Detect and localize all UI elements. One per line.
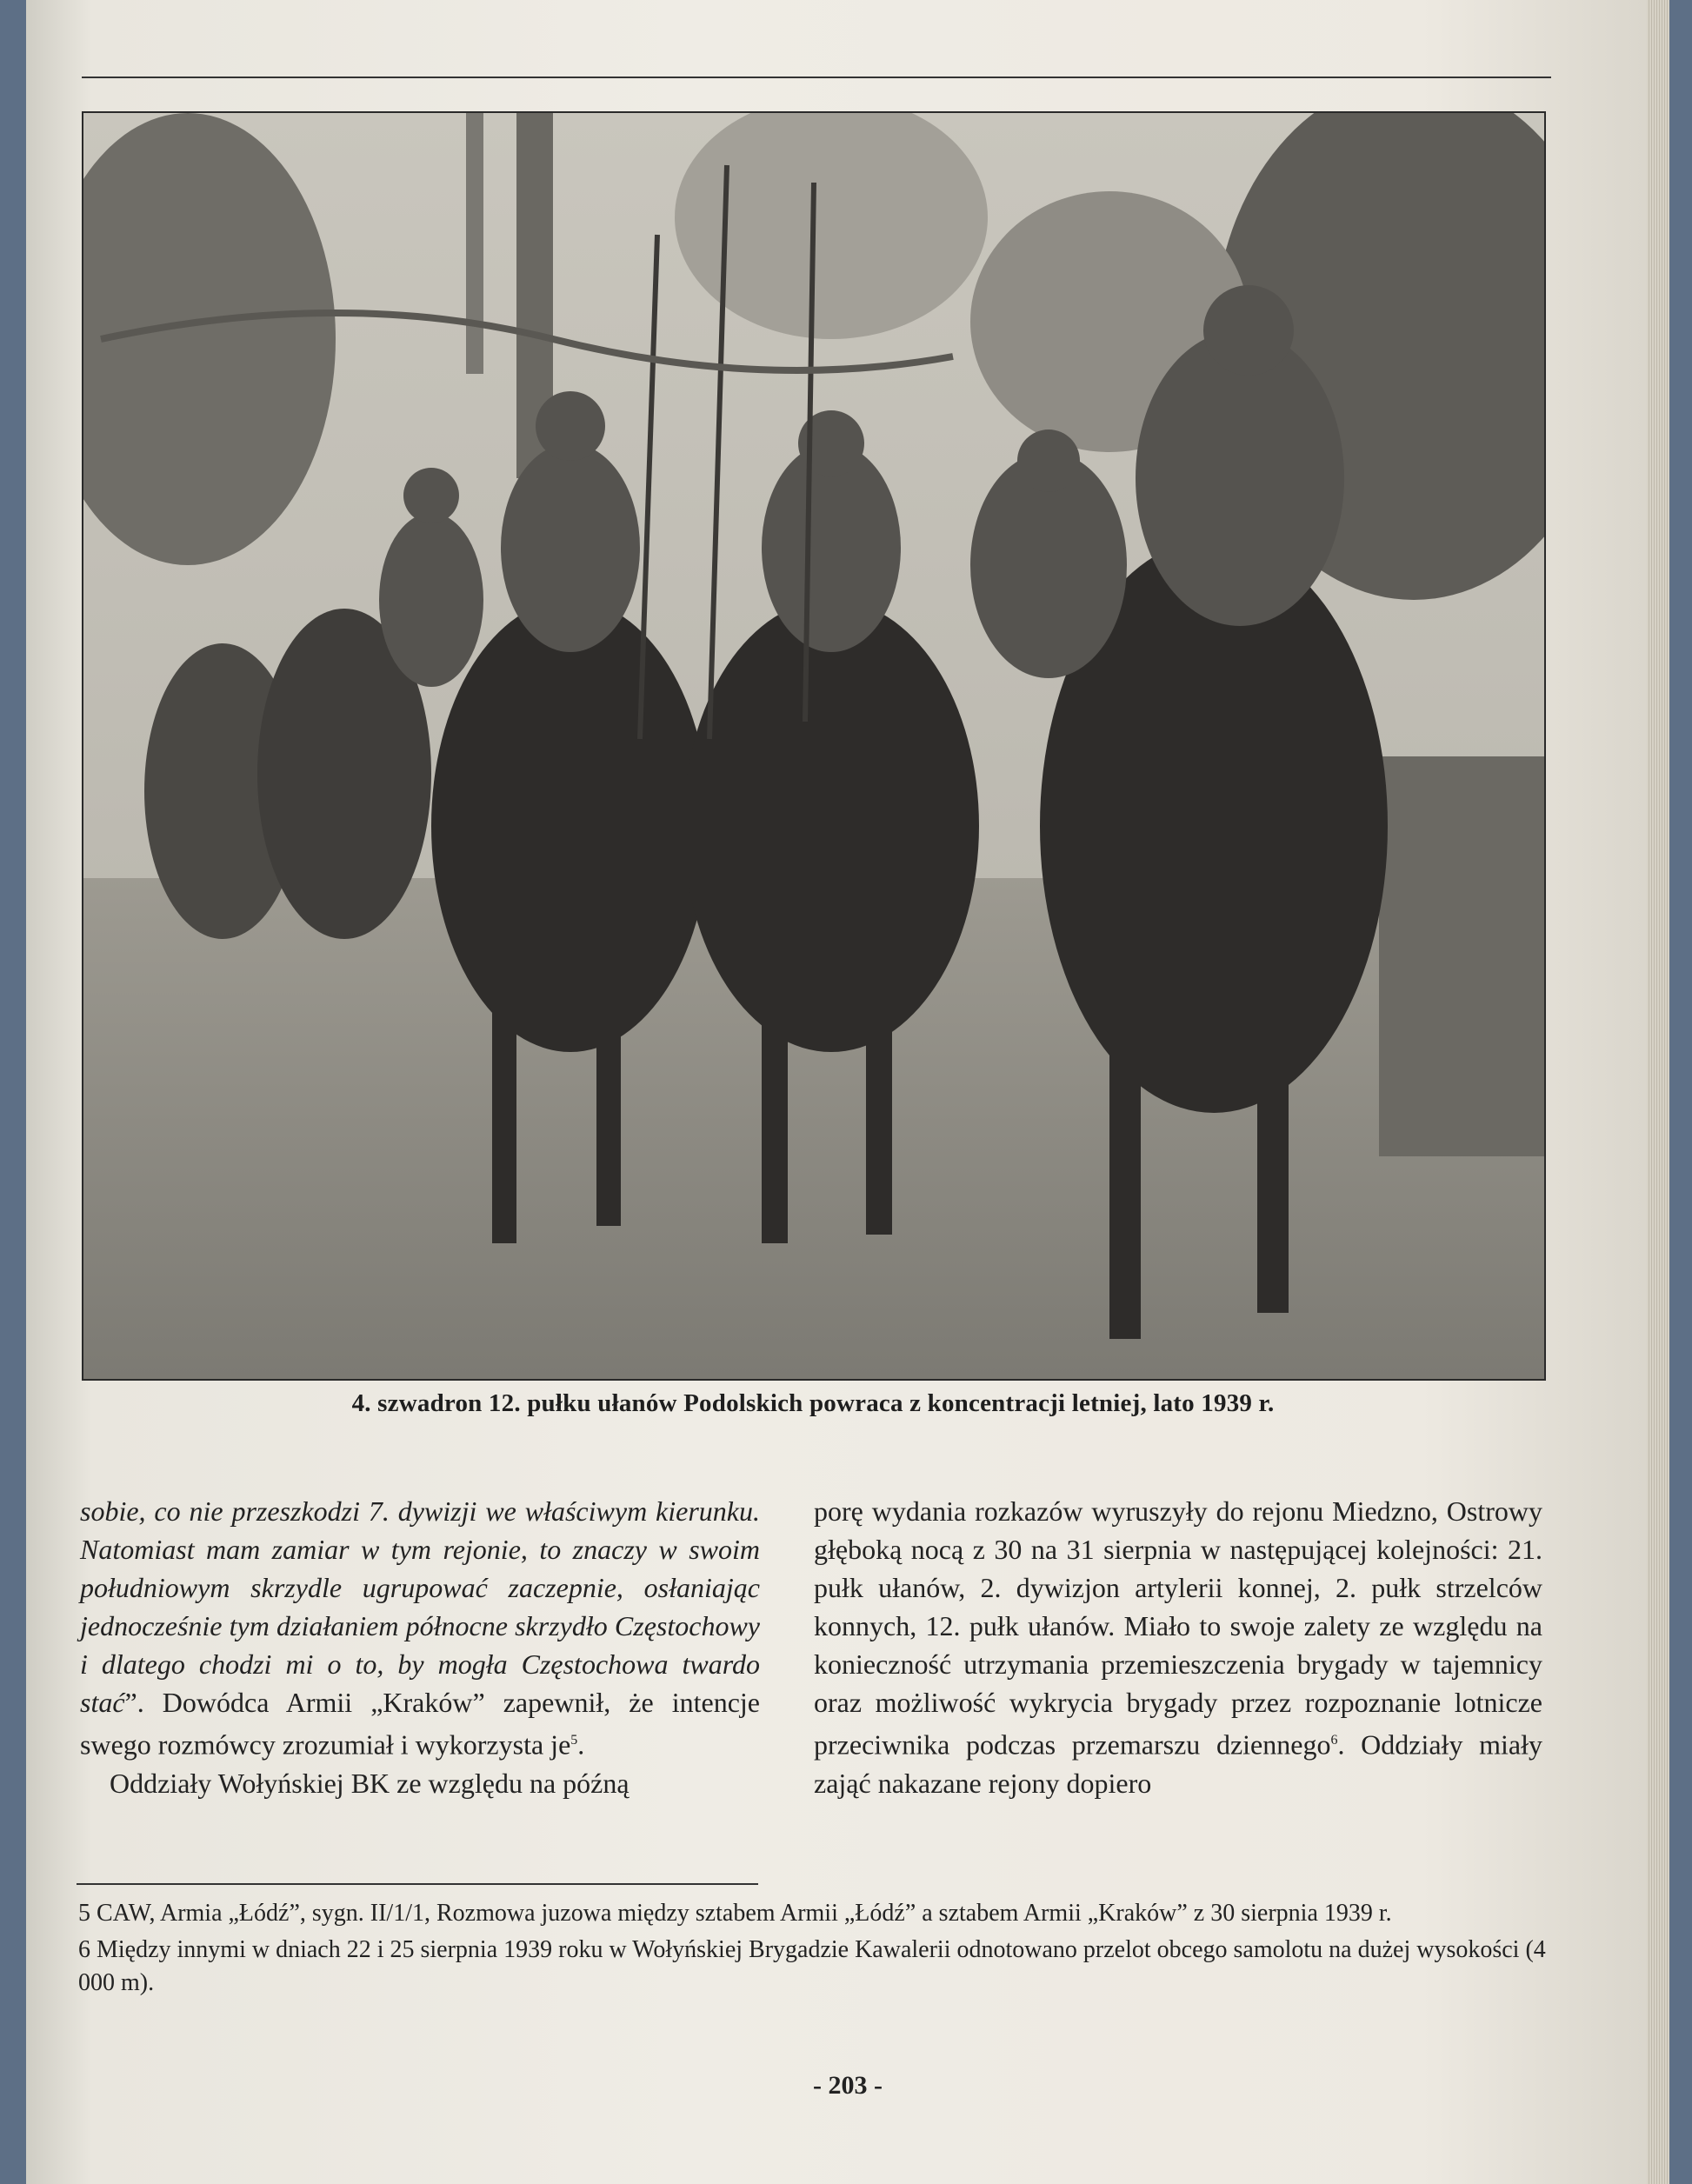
text-column-left xyxy=(80,1492,760,1802)
cavalry-photograph xyxy=(82,111,1546,1381)
italic-quote: sobie, co nie przeszkodzi 7. dywizji we właściwym kierunku. Natomiast mam zamiar w tym rejonie, to znaczy w swoim południowym skrzydle ugrupować zaczepnie, osłaniając jednocześnie tym działaniem północne skrzydło Częstochowy i dlatego chodzi mi o to, by mogła Częstochowa twardo stać xyxy=(80,1495,760,1718)
footnotes xyxy=(78,1897,1548,2003)
text-span: . Oddziały miały zająć nakazane rejony dopiero xyxy=(814,1728,1542,1799)
paragraph: Oddziały Wołyńskiej BK ze względu na późną xyxy=(110,1767,630,1799)
footnote-ref[interactable]: 5 xyxy=(570,1733,578,1748)
footnote-ref[interactable]: 6 xyxy=(1330,1733,1338,1748)
footnote-6: 6 Między innymi w dniach 22 i 25 sierpnia 1939 roku w Wołyńskiej Brygadzie Kawalerii odnotowano przelot obcego samolotu na dużej wysokości (4 000 m). xyxy=(78,1936,1546,1996)
text-column-right xyxy=(814,1492,1542,1802)
photo-image xyxy=(83,113,1544,1379)
paragraph xyxy=(80,1492,760,1764)
photo-caption: 4. szwadron 12. pułku ułanów Podolskich powraca z koncentracji letniej, lato 1939 r. xyxy=(351,1389,1275,1417)
book-page xyxy=(26,0,1669,2184)
paragraph xyxy=(814,1492,1542,1802)
footnote-rule xyxy=(77,1883,758,1885)
header-rule xyxy=(82,77,1551,78)
page-edge xyxy=(1647,0,1669,2184)
text-span: porę wydania rozkazów wyruszyły do rejonu Miedzno, Ostrowy głęboką nocą z 30 na 31 sierpnia w następującej kolejności: 21. pułk ułanów, 2. dywizjon artylerii konnej, 2. pułk strzelców konnych, 12. pułk ułanów. Miało to swoje zalety ze względu na konieczność utrzymania przemieszczenia brygady w tajemnicy oraz możliwość wykrycia brygady przez rozpoznanie lotnicze przeciwnika podczas przemarszu dziennego xyxy=(814,1495,1542,1761)
footnote-5: 5 CAW, Armia „Łódź”, sygn. II/1/1, Rozmowa juzowa między sztabem Armii „Łódź” a sztabem Armii „Kraków” z 30 sierpnia 1939 r. xyxy=(78,1900,1392,1927)
text-span: ”. Dowódca Armii „Kraków” zapewnił, że intencje swego rozmówcy zrozumiał i wykorzysta je xyxy=(80,1687,760,1761)
text-span: . xyxy=(577,1728,585,1761)
page-number: - 203 - xyxy=(813,2071,883,2100)
